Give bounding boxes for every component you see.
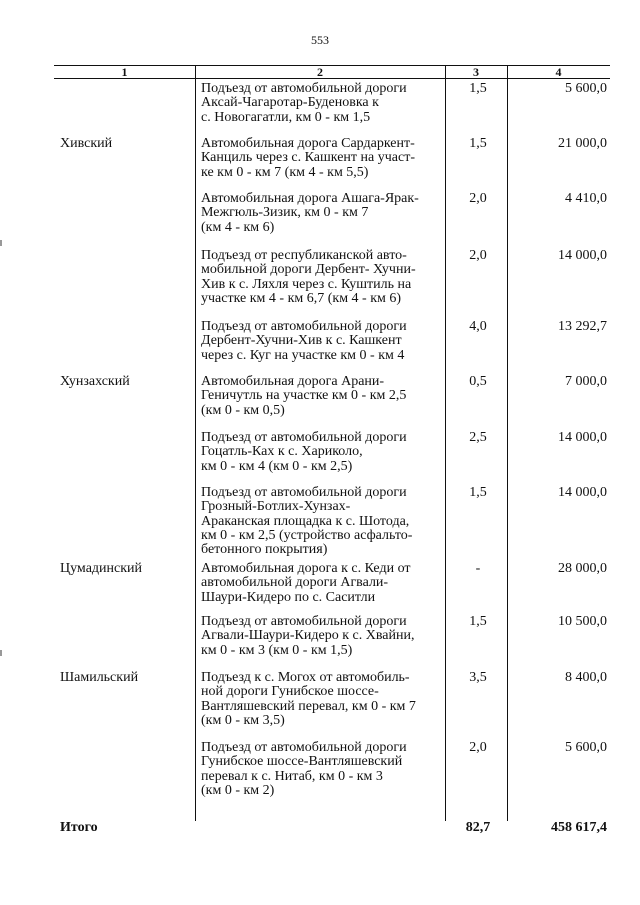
road-description: Автомобильная дорога Ашага-Ярак- Межгюль-Зизик, км 0 - км 7 (км 4 - км 6): [201, 191, 419, 235]
scan-edge-mark: [0, 240, 2, 246]
header-col-3: 3: [473, 65, 479, 79]
scan-edge-mark: [0, 650, 2, 656]
road-description: Подъезд от автомобильной дороги Гунибское шоссе-Вантляшевский перевал к с. Нитаб, км 0 - км 3 (км 0 - км 2): [201, 740, 407, 798]
road-description: Подъезд от автомобильной дороги Аксай-Чагаротар-Буденовка к с. Новогагатли, км 0 - км 1,5: [201, 81, 407, 125]
district-name: Цумадинский: [60, 561, 143, 576]
total-length: 82,7: [465, 820, 491, 835]
road-length: 2,0: [469, 191, 487, 206]
road-length: 2,0: [469, 740, 487, 755]
road-length: 1,5: [469, 81, 487, 96]
road-length: 2,5: [469, 430, 487, 445]
road-length: 4,0: [469, 319, 487, 334]
road-cost: 10 500,0: [558, 614, 607, 629]
road-description: Автомобильная дорога Сардаркент- Канциль через с. Кашкент на участ- ке км 0 - км 7 (км 4 - км 5,5): [201, 136, 415, 180]
header-col-4: 4: [555, 65, 562, 79]
header-col-1: 1: [121, 65, 128, 79]
road-length: 1,5: [469, 485, 487, 500]
district-name: Хунзахский: [60, 374, 130, 389]
road-description: Подъезд от республиканской авто- мобильной дороги Дербент- Хучни- Хив к с. Ляхля через с. Куштиль на участке км 4 - км 6,7 (км 4 - км 6): [201, 248, 416, 306]
road-cost: 4 410,0: [565, 191, 607, 206]
header-col-2: 2: [317, 65, 323, 79]
road-description: Автомобильная дорога к с. Кеди от автомобильной дороги Агвали- Шаури-Кидеро по с. Саситли: [201, 561, 411, 605]
road-description: Подъезд от автомобильной дороги Грозный-Ботлих-Хунзах- Араканская площадка к с. Шотода, км 0 - км 2,5 (устройство асфальто- бетонного покрытия): [201, 485, 413, 558]
road-length: 2,0: [469, 248, 487, 263]
road-cost: 5 600,0: [565, 740, 607, 755]
road-description: Подъезд от автомобильной дороги Агвали-Шаури-Кидеро к с. Хвайни, км 0 - км 3 (км 0 - км 1,5): [201, 614, 415, 658]
road-cost: 21 000,0: [558, 136, 607, 151]
page-number: 553: [311, 33, 329, 47]
road-cost: 28 000,0: [558, 561, 607, 576]
road-description: Подъезд от автомобильной дороги Дербент-Хучни-Хив к с. Кашкент через с. Куг на участке км 0 - км 4: [201, 319, 407, 363]
table-header-row: [54, 65, 610, 79]
road-length: -: [475, 561, 481, 576]
column-divider-2: [445, 65, 446, 821]
road-description: Автомобильная дорога Арани- Геничутль на участке км 0 - км 2,5 (км 0 - км 0,5): [201, 374, 407, 418]
road-length: 1,5: [469, 136, 487, 151]
road-length: 3,5: [469, 670, 487, 685]
column-divider-1: [195, 65, 196, 821]
road-cost: 5 600,0: [565, 81, 607, 96]
road-description: Подъезд от автомобильной дороги Гоцатль-Ках к с. Хариколо, км 0 - км 4 (км 0 - км 2,5): [201, 430, 407, 474]
district-name: Шамильский: [60, 670, 139, 685]
roads-table: [54, 65, 610, 835]
road-cost: 8 400,0: [565, 670, 607, 685]
column-divider-3: [507, 65, 508, 821]
road-cost: 13 292,7: [558, 319, 607, 334]
road-cost: 7 000,0: [565, 374, 607, 389]
total-label: Итого: [60, 820, 98, 835]
road-cost: 14 000,0: [558, 485, 607, 500]
road-length: 1,5: [469, 614, 487, 629]
road-cost: 14 000,0: [558, 248, 607, 263]
total-cost: 458 617,4: [551, 820, 607, 835]
road-cost: 14 000,0: [558, 430, 607, 445]
road-length: 0,5: [469, 374, 487, 389]
road-description: Подъезд к с. Могох от автомобиль- ной дороги Гунибское шоссе- Вантляшевский перевал, км 0 - км 7 (км 0 - км 3,5): [201, 670, 416, 728]
district-name: Хивский: [60, 136, 113, 151]
